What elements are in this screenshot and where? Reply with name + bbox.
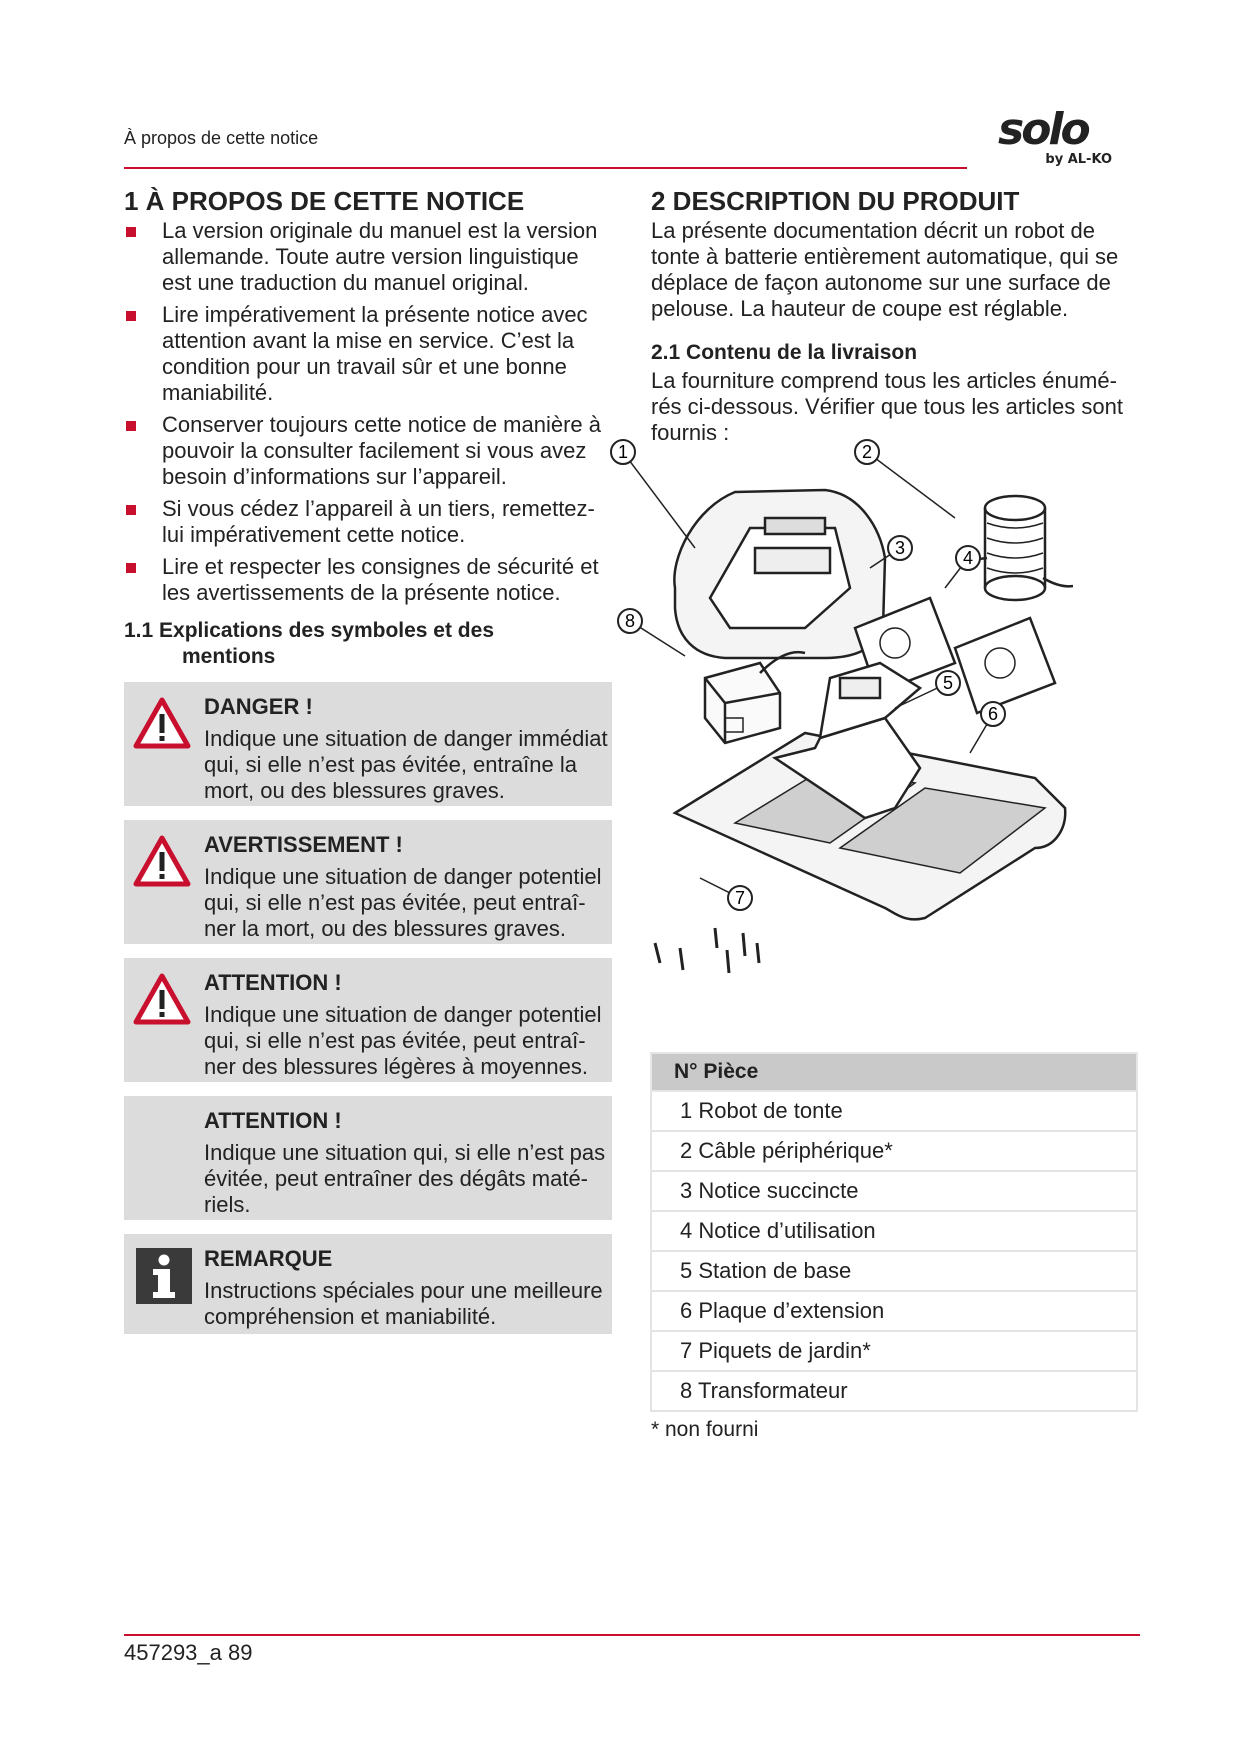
bullet-item [124,496,614,548]
svg-text:5: 5 [942,673,954,693]
bullet-item [124,218,614,296]
user-manual-drawing [955,618,1055,713]
bullet-text: Si vous cédez l’appareil à un tiers, remettez-lui impérativement cette notice. [162,496,595,547]
callout-5 [936,671,960,695]
bullet-text: La version originale du manuel est la version allemande. Toute autre version linguistique est une traduction du manuel original. [162,218,598,295]
subsection-1-1-title-line2: mentions [182,645,276,668]
notice-text: Indique une situation de danger potentiel qui, si elle n’est pas évitée, peut entraî-ner des blessures légères à moyennes. [204,1002,602,1079]
callout-7 [728,886,752,910]
bullet-square-icon [126,227,136,237]
footnote: * non fourni [651,1418,759,1441]
notice-text: Indique une situation qui, si elle n’est pas évitée, peut entraîner des dégâts maté-riels. [204,1140,606,1217]
table-row: 1 Robot de tonte [650,1092,1138,1132]
svg-text:6: 6 [987,704,999,724]
bullet-square-icon [126,563,136,573]
bullet-text: Lire et respecter les consignes de sécurité et les avertissements de la présente notice. [162,554,599,605]
bullet-item [124,412,614,490]
callout-4 [956,546,980,570]
bullet-item [124,302,614,406]
running-header: À propos de cette notice [124,128,319,148]
notice-text: Indique une situation de danger immédiat qui, si elle n’est pas évitée, entraîne la mort, ou des blessures graves. [204,726,608,803]
svg-text:7: 7 [734,888,746,908]
notice-title: ATTENTION ! [204,970,342,995]
robot-mower-drawing [674,490,885,658]
notice-title: DANGER ! [204,694,313,719]
notice-caution [124,958,612,1082]
logo-wordmark: solo [998,104,1088,155]
section-2-intro: La présente documentation décrit un robot de tonte à batterie entièrement automatique, qui se déplace de façon autonome sur une surface de pelouse. La hauteur de coupe est réglable. [651,218,1119,321]
notice-text: Instructions spéciales pour une meilleure compréhension et maniabilité. [204,1278,603,1329]
callout-6 [981,702,1005,726]
bullet-text: Conserver toujours cette notice de manière à pouvoir la consulter facilement si vous avez besoin d’informations sur l’appareil. [162,412,602,489]
subsection-2-1-text: La fourniture comprend tous les articles énumé-rés ci-dessous. Vérifier que tous les articles sont fournis : [651,368,1123,445]
table-row: 6 Plaque d’extension [650,1292,1138,1332]
bullet-text: Lire impérativement la présente notice avec attention avant la mise en service. C’est la condition pour un travail sûr et une bonne maniabilité. [162,302,588,405]
bullet-item [124,554,614,606]
parts-table [650,1052,1138,1412]
warning-triangle-icon [132,834,192,890]
notice-remark [124,1234,612,1334]
section-1-bullet-list [124,218,614,612]
callout-3 [888,536,912,560]
callout-8 [618,609,642,633]
warning-triangle-icon [132,696,192,752]
notice-caution-material [124,1096,612,1220]
notice-warning [124,820,612,944]
delivery-contents-illustration [617,442,1125,1018]
svg-text:2: 2 [861,442,873,462]
callout-2 [855,440,879,464]
transformer-drawing [705,652,805,743]
notice-title: REMARQUE [204,1246,333,1271]
section-2-title: 2 DESCRIPTION DU PRODUIT [651,186,1020,216]
table-row: 3 Notice succincte [650,1172,1138,1212]
notice-title: ATTENTION ! [204,1108,342,1133]
cable-roll-drawing [962,496,1073,600]
warning-triangle-icon [132,972,192,1028]
garden-stakes-drawing [655,928,759,973]
callout-1 [611,440,635,464]
table-row: 2 Câble périphérique* [650,1132,1138,1172]
parts-table-header: N° Pièce [650,1052,1138,1092]
notice-danger [124,682,612,806]
header-divider [124,167,967,169]
table-row: 8 Transformateur [650,1372,1138,1412]
notice-title: AVERTISSEMENT ! [204,832,403,857]
info-icon [134,1246,194,1306]
table-row: 5 Station de base [650,1252,1138,1292]
subsection-1-1-title-line1: 1.1 Explications des symboles et des [124,619,494,642]
table-row: 7 Piquets de jardin* [650,1332,1138,1372]
subsection-2-1-title: 2.1 Contenu de la livraison [651,341,918,364]
bullet-square-icon [126,421,136,431]
logo-subline: by AL-KO [1045,152,1112,167]
section-1-title: 1 À PROPOS DE CETTE NOTICE [124,186,525,216]
bullet-square-icon [126,505,136,515]
bullet-square-icon [126,311,136,321]
svg-text:3: 3 [894,538,906,558]
subsection-1-1-title [124,618,494,670]
page-footer: 457293_a 89 [124,1640,253,1665]
footer-divider [124,1634,1140,1636]
table-row: 4 Notice d’utilisation [650,1212,1138,1252]
notice-text: Indique une situation de danger potentiel qui, si elle n’est pas évitée, peut entraî-ner la mort, ou des blessures graves. [204,864,602,941]
brand-logo [998,104,1118,172]
svg-text:4: 4 [962,548,974,568]
svg-text:1: 1 [617,442,629,462]
svg-text:8: 8 [624,611,636,631]
